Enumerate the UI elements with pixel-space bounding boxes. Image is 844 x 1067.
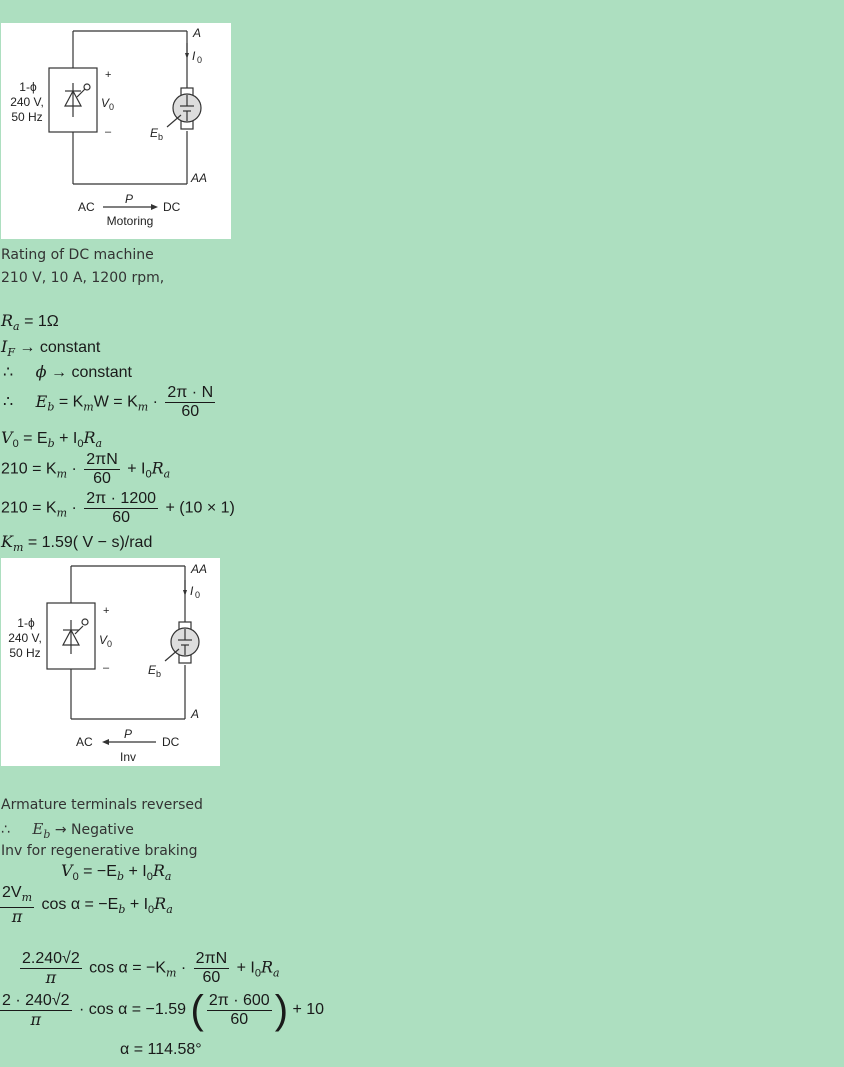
field-current-eq xyxy=(1,337,100,359)
e-symbol: E xyxy=(35,391,48,411)
b-subscript: b xyxy=(47,400,55,414)
zero-subscript: 0 xyxy=(77,438,84,450)
inverter-voltage-eq xyxy=(61,861,171,883)
denominator: 60 xyxy=(181,403,200,420)
circuit-svg-inverting xyxy=(1,558,220,766)
b-subscript: b xyxy=(118,903,126,917)
v0-equals-neg-e: = −E xyxy=(83,863,117,880)
eb-negative-line xyxy=(1,820,134,841)
a-subscript: a xyxy=(95,437,103,450)
numerator: 2πN xyxy=(195,950,228,967)
b-subscript: b xyxy=(116,870,124,883)
voltage-eq-symbolic: $210 = K_m$ · $\frac{2\pi N}{60}$ + $I_0R_a$ xyxy=(1,451,171,487)
terminal-voltage-eq xyxy=(1,428,102,450)
voltage-eq-numeric: $210 = K_m$ · $\frac{2\pi \cdot 1200}{60}$ + (10 × 1) xyxy=(1,490,235,526)
voltage-subscript: 0 xyxy=(107,639,113,649)
therefore-symbol: ∴ xyxy=(3,364,14,381)
r-symbol: R xyxy=(83,428,96,447)
emf-label: E xyxy=(150,126,159,140)
armature-resistance-eq xyxy=(1,311,59,333)
fraction xyxy=(84,490,158,527)
plus-i: + I xyxy=(129,896,149,914)
fraction xyxy=(194,950,230,987)
m-subscript: m xyxy=(56,467,68,481)
circuit-diagram-motoring xyxy=(1,23,231,239)
plus-i: + I xyxy=(127,460,146,478)
r-symbol: R xyxy=(154,894,167,914)
m-subscript: m xyxy=(21,891,33,904)
denominator: 60 xyxy=(230,1010,249,1028)
m-subscript: m xyxy=(56,506,68,520)
dc-label: DC xyxy=(163,200,181,214)
node-aa-label: AA xyxy=(191,562,208,576)
f-subscript: F xyxy=(7,346,15,359)
numerator: 2π · N xyxy=(167,384,214,401)
numerator: 2πN xyxy=(86,451,118,468)
km-w: W = K xyxy=(93,393,138,411)
source-phase: 1-ϕ xyxy=(17,616,35,630)
r-symbol: R xyxy=(1,311,14,330)
eb-equals-k: = K xyxy=(58,393,84,411)
fraction xyxy=(165,384,215,421)
m-subscript: m xyxy=(83,400,94,414)
numerator: 2 · 240√2 xyxy=(2,991,70,1009)
b-subscript: b xyxy=(47,437,55,450)
circuit-svg-motoring xyxy=(1,23,231,239)
current-subscript: 0 xyxy=(197,55,203,65)
fraction xyxy=(207,992,272,1029)
a-subscript: a xyxy=(13,320,20,333)
a-subscript: a xyxy=(164,870,172,883)
node-a-label: A xyxy=(193,26,202,40)
numerator: 2π · 1200 xyxy=(86,490,157,507)
if-constant: → constant xyxy=(19,339,101,356)
numerator: 2.240√2 xyxy=(22,950,80,967)
phi-symbol: ϕ xyxy=(35,362,47,381)
m-subscript: m xyxy=(12,541,24,554)
rating-values: 210 V, 10 A, 1200 rpm, xyxy=(1,270,165,286)
plus-sign: + xyxy=(103,605,110,617)
ra-value: = 1Ω xyxy=(24,313,59,330)
m-subscript: m xyxy=(166,966,177,980)
negative-text: → Negative xyxy=(54,822,134,838)
zero-subscript: 0 xyxy=(146,871,153,883)
fraction xyxy=(0,884,34,926)
denominator: π xyxy=(45,968,57,987)
ac-label: AC xyxy=(76,735,93,749)
converter-output-eq xyxy=(0,884,173,926)
source-frequency: 50 Hz xyxy=(9,646,41,660)
plus-i: + I xyxy=(128,863,147,880)
m-subscript: m xyxy=(137,400,149,414)
dc-label: DC xyxy=(162,735,180,749)
numerator xyxy=(0,884,34,908)
flux-constant-eq xyxy=(3,362,132,382)
denominator: π xyxy=(11,907,23,926)
reversed-note: Armature terminals reversed xyxy=(1,797,203,813)
plus-sign: + xyxy=(105,69,112,81)
minus-sign: – xyxy=(103,662,110,674)
back-emf-eq: ∴ $E_b = K_mW = K_m$ · $\frac{2\pi \cdot N}{60}$ xyxy=(3,384,214,420)
cos-alpha-neg-e: cos α = −E xyxy=(41,896,119,914)
power-label: P xyxy=(124,727,133,741)
node-aa-label: AA xyxy=(191,171,208,185)
zero-subscript: 0 xyxy=(148,904,155,917)
power-label: P xyxy=(125,192,134,206)
source-voltage: 240 V, xyxy=(10,95,44,109)
zero-subscript: 0 xyxy=(72,871,79,883)
phi-constant: → constant xyxy=(51,364,132,381)
r-symbol: R xyxy=(260,957,274,977)
k-symbol: K xyxy=(1,532,13,551)
i-symbol: I xyxy=(1,337,8,356)
plus-ten: + 10 xyxy=(292,1001,325,1019)
km-result-eq xyxy=(1,532,152,554)
fraction xyxy=(20,950,82,987)
voltage-label: V xyxy=(101,96,110,110)
current-subscript: 0 xyxy=(195,590,201,600)
voltage-label: V xyxy=(99,633,108,647)
rating-title: Rating of DC machine xyxy=(1,247,154,263)
fraction xyxy=(0,992,72,1029)
e-symbol: E xyxy=(32,820,44,838)
right-paren: ) xyxy=(274,988,289,1032)
denominator: 60 xyxy=(112,509,131,526)
plus-i: + I xyxy=(59,430,78,447)
emf-label: E xyxy=(148,663,157,677)
denominator: 60 xyxy=(93,470,111,487)
source-voltage: 240 V, xyxy=(8,631,42,645)
current-label: I xyxy=(192,49,196,63)
v210-km: 210 = K xyxy=(1,499,57,517)
emf-subscript: b xyxy=(156,669,162,679)
v-symbol: V xyxy=(61,861,73,880)
left-paren: ( xyxy=(190,988,204,1032)
cos-alpha-neg-k: cos α = −K xyxy=(89,959,167,977)
v210-km: 210 = K xyxy=(1,460,57,478)
inv-note: Inv for regenerative braking xyxy=(1,843,198,859)
zero-subscript: 0 xyxy=(145,468,152,481)
two-v: 2V xyxy=(2,884,22,901)
denominator: 60 xyxy=(202,969,221,986)
voltage-subscript: 0 xyxy=(109,102,115,112)
therefore-symbol: ∴ xyxy=(3,393,14,411)
denominator: π xyxy=(30,1009,41,1029)
armature-drop: + (10 × 1) xyxy=(165,499,235,517)
a-subscript: a xyxy=(273,966,280,980)
cos-alpha-value: · cos α = −1.59 xyxy=(78,1001,187,1019)
zero-subscript: 0 xyxy=(254,967,261,980)
current-label: I xyxy=(190,584,194,598)
zero-subscript: 0 xyxy=(12,438,19,450)
minus-sign: – xyxy=(105,126,112,138)
plus-i: + I xyxy=(236,959,255,977)
therefore-symbol: ∴ xyxy=(1,822,10,838)
mode-label: Motoring xyxy=(106,214,154,228)
a-subscript: a xyxy=(163,467,171,481)
circuit-diagram-inverting xyxy=(1,558,220,766)
r-symbol: R xyxy=(151,458,164,478)
a-subscript: a xyxy=(166,903,173,917)
km-value: = 1.59( V − s)/rad xyxy=(27,534,153,551)
v0-equals-e: = E xyxy=(23,430,48,447)
source-frequency: 50 Hz xyxy=(11,110,43,124)
v-symbol: V xyxy=(1,428,13,447)
node-a-label: A xyxy=(191,707,200,721)
fraction xyxy=(84,451,120,488)
emf-subscript: b xyxy=(158,132,164,142)
ac-label: AC xyxy=(78,200,95,214)
firing-angle-result: α = 114.58° xyxy=(120,1041,202,1058)
substituted-eq: $\frac{2.240√2}{\pi}$ $\cos \alpha = -K_m$ · $\frac{2\pi N}{60}$ + $I_0R_a$ xyxy=(22,950,280,987)
numeric-substitution-eq xyxy=(0,990,324,1030)
source-phase: 1-ϕ xyxy=(19,80,37,94)
numerator: 2π · 600 xyxy=(208,991,270,1009)
r-symbol: R xyxy=(152,861,165,880)
b-subscript: b xyxy=(43,828,51,841)
mode-label: Inv xyxy=(119,750,137,764)
